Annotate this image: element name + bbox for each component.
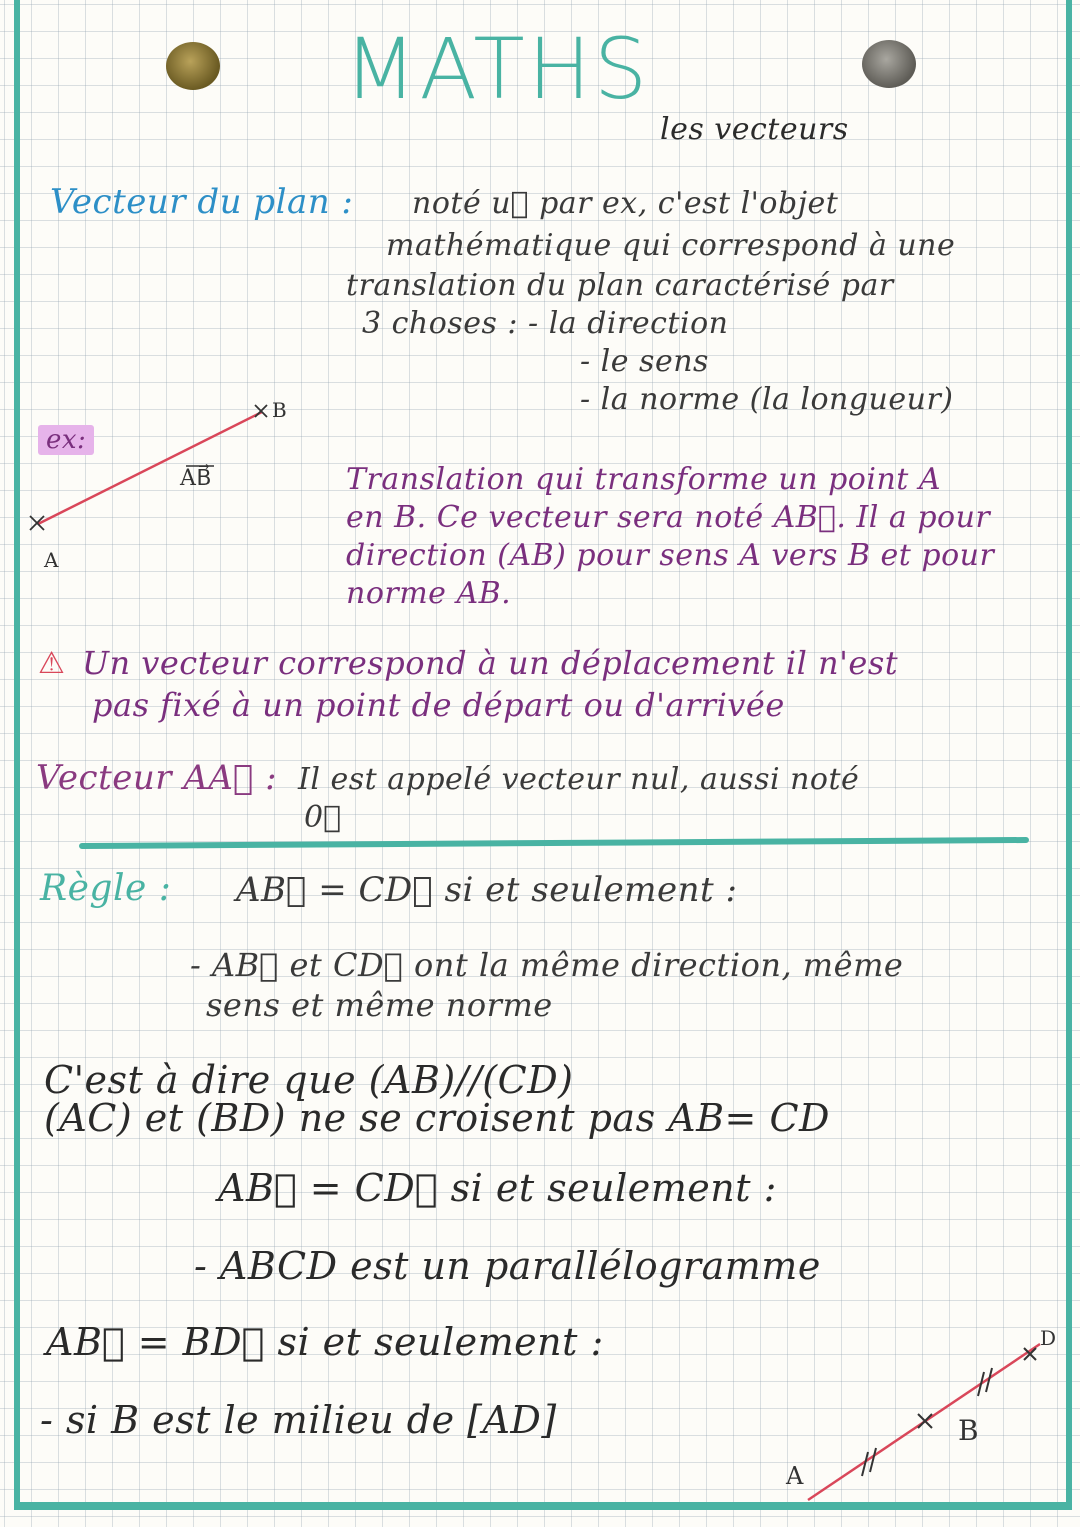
midpoint-statement: AB⃗ = BD⃗ si et seulement : [46, 1320, 604, 1364]
page-subtitle: les vecteurs [660, 112, 849, 147]
section-divider [82, 840, 1026, 846]
plan-line-4: 3 choses : - la direction [362, 306, 729, 341]
point-b-cross [255, 405, 267, 417]
example-line-3: direction (AB) pour sens A vers B et pour [346, 538, 995, 573]
consequence-item: - ABCD est un parallélogramme [194, 1244, 821, 1288]
null-vector-symbol: 0⃗ [304, 800, 342, 835]
point-a-label: A [44, 548, 59, 572]
midpoint-point-d-label: D [1040, 1326, 1057, 1350]
plan-line-2: mathématique qui correspond à une [386, 228, 956, 263]
example-line-2: en B. Ce vecteur sera noté AB⃗. Il a pour [346, 500, 991, 535]
point-b-label: B [272, 398, 288, 422]
null-vector-heading: Vecteur AA⃗ : [36, 758, 278, 798]
plan-line-3: translation du plan caractérisé par [346, 268, 894, 303]
vector-ab-line [38, 412, 262, 524]
rule-heading: Règle : [40, 868, 172, 909]
consequence-line-1: C'est à dire que (AB)//(CD) [44, 1058, 574, 1102]
rule-line-1: - AB⃗ et CD⃗ ont la même direction, même [190, 946, 904, 984]
warning-icon: ⚠ [38, 646, 66, 681]
consequence-line-2: (AC) et (BD) ne se croisent pas AB= CD [44, 1096, 830, 1140]
example-line-4: norme AB. [346, 576, 512, 611]
page-title: MATHS [344, 20, 651, 118]
consequence-statement: AB⃗ = CD⃗ si et seulement : [218, 1166, 777, 1210]
plan-line-6: - la norme (la longueur) [580, 382, 954, 417]
rule-line-2: sens et même norme [206, 986, 553, 1024]
midpoint-b-cross [918, 1414, 932, 1428]
rule-statement: AB⃗ = CD⃗ si et seulement : [236, 870, 738, 910]
warning-line-1: Un vecteur correspond à un déplacement il n'est [82, 644, 899, 682]
section-plan-heading: Vecteur du plan : [50, 182, 354, 222]
midpoint-item: - si B est le milieu de [AD] [40, 1398, 557, 1442]
vector-ab-label: AB⃗ [180, 466, 212, 491]
warning-line-2: pas fixé à un point de départ ou d'arrivée [92, 686, 785, 724]
example-line-1: Translation qui transforme un point A [346, 462, 942, 497]
plan-line-1: noté u⃗ par ex, c'est l'objet [412, 186, 839, 221]
plan-line-5: - le sens [580, 344, 709, 379]
example-label: ex: [38, 425, 94, 455]
midpoint-point-a-label: A [786, 1462, 804, 1490]
midpoint-point-b-label: B [958, 1414, 980, 1447]
null-vector-text: Il est appelé vecteur nul, aussi noté [298, 762, 860, 797]
